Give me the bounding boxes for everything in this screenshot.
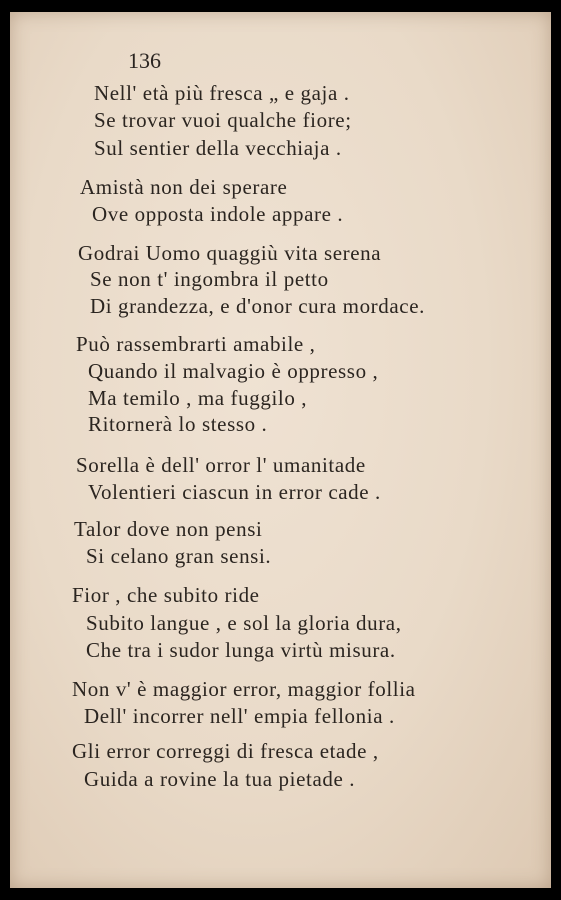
verse-line: Se trovar vuoi qualche fiore; <box>94 108 352 132</box>
verse-line: Può rassembrarti amabile , <box>76 332 316 356</box>
verse-line: Si celano gran sensi. <box>86 544 272 568</box>
verse-line: Di grandezza, e d'onor cura mordace. <box>90 294 425 318</box>
page-number: 136 <box>128 48 161 73</box>
verse-line: Talor dove non pensi <box>74 517 263 541</box>
verse-line: Ma temilo , ma fuggilo , <box>88 386 308 410</box>
verse-line: Amistà non dei sperare <box>80 175 288 199</box>
verse-line: Sul sentier della vecchiaja . <box>94 136 342 160</box>
book-page <box>10 12 551 888</box>
verse-line: Fior , che subito ride <box>72 583 260 607</box>
verse-line: Ritornerà lo stesso . <box>88 412 268 436</box>
verse-line: Che tra i sudor lunga virtù misura. <box>86 638 396 662</box>
verse-line: Ove opposta indole appare . <box>92 202 344 226</box>
verse-line: Nell' età più fresca „ e gaja . <box>94 81 350 105</box>
verse-line: Non v' è maggior error, maggior follia <box>72 677 416 701</box>
verse-line: Quando il malvagio è oppresso , <box>88 359 379 383</box>
verse-line: Godrai Uomo quaggiù vita serena <box>78 241 382 265</box>
verse-line: Se non t' ingombra il petto <box>90 267 329 291</box>
verse-line: Subito langue , e sol la gloria dura, <box>86 611 402 635</box>
verse-line: Dell' incorrer nell' empia fellonia . <box>84 704 395 728</box>
verse-line: Sorella è dell' orror l' umanitade <box>76 453 366 477</box>
verse-line: Volentieri ciascun in error cade . <box>88 480 381 504</box>
verse-line: Gli error correggi di fresca etade , <box>72 739 379 763</box>
verse-line: Guida a rovine la tua pietade . <box>84 767 356 791</box>
